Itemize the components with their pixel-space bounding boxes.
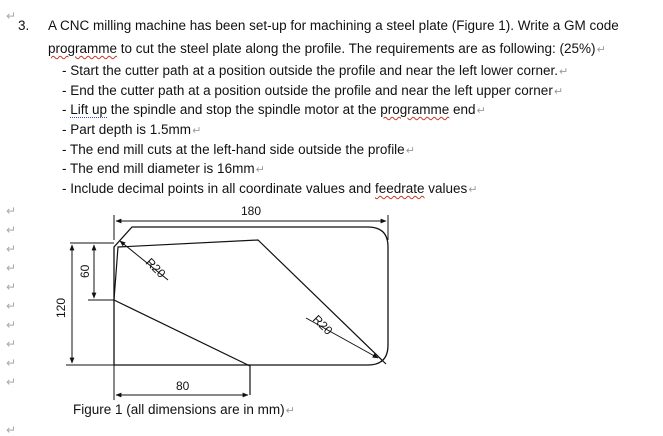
paragraph-mark-icon: ↵ bbox=[596, 44, 606, 56]
requirement-item: - Include decimal points in all coordinate values and feedrate values↵ bbox=[62, 181, 478, 196]
paragraph-mark-icon: ↵ bbox=[559, 66, 569, 78]
grammar-flag-word: Lift up bbox=[70, 102, 108, 117]
dimension-label-60: 60 bbox=[78, 264, 92, 278]
question-intro-line2: programme to cut the steel plate along the profile. The requirements are as following: (25%)↵ bbox=[48, 41, 606, 56]
return-mark-icon: ↵ bbox=[6, 356, 17, 370]
return-mark-icon: ↵ bbox=[6, 204, 17, 218]
return-mark-icon: ↵ bbox=[6, 423, 17, 436]
requirement-item: - The end mill cuts at the left-hand side outside the profile↵ bbox=[62, 142, 415, 157]
requirement-item: - Lift up the spindle and stop the spindle motor at the programme end↵ bbox=[62, 102, 486, 117]
paragraph-mark-icon: ↵ bbox=[192, 125, 202, 137]
paragraph-mark-icon: ↵ bbox=[476, 105, 486, 117]
paragraph-mark-icon: ↵ bbox=[553, 86, 564, 98]
radius-label-right: R20 bbox=[309, 312, 336, 338]
spellcheck-word: feedrate bbox=[374, 181, 425, 196]
return-mark-icon: ↵ bbox=[6, 318, 17, 332]
paragraph-mark-icon: ↵ bbox=[468, 184, 478, 196]
requirement-item: - Start the cutter path at a position outside the profile and near the left lower corner.↵ bbox=[62, 63, 569, 78]
question-number: 3. bbox=[18, 18, 30, 33]
spellcheck-word: programme bbox=[380, 102, 450, 117]
return-mark-icon: ↵ bbox=[6, 9, 17, 23]
requirement-item: - The end mill diameter is 16mm↵ bbox=[62, 161, 265, 176]
return-mark-icon: ↵ bbox=[6, 299, 17, 313]
return-mark-icon: ↵ bbox=[6, 375, 17, 389]
requirement-item: - End the cutter path at a position outside the profile and near the left upper corner↵ bbox=[62, 83, 564, 98]
dimension-label-120: 120 bbox=[54, 297, 68, 318]
return-mark-icon: ↵ bbox=[6, 261, 17, 275]
requirement-item: - Part depth is 1.5mm↵ bbox=[62, 122, 202, 137]
figure-caption: Figure 1 (all dimensions are in mm)↵ bbox=[73, 402, 295, 417]
return-mark-icon: ↵ bbox=[6, 337, 17, 351]
part-outline bbox=[114, 227, 388, 365]
spellcheck-word: programme bbox=[48, 41, 118, 56]
return-mark-icon: ↵ bbox=[6, 223, 17, 237]
paragraph-mark-icon: ↵ bbox=[255, 164, 265, 176]
dimension-label-180: 180 bbox=[241, 204, 262, 218]
return-mark-icon: ↵ bbox=[6, 280, 17, 294]
paragraph-mark-icon: ↵ bbox=[285, 405, 295, 417]
return-mark-icon: ↵ bbox=[6, 242, 17, 256]
paragraph-mark-icon: ↵ bbox=[405, 145, 415, 157]
radius-label-top: R20 bbox=[142, 255, 169, 281]
dimension-label-80: 80 bbox=[176, 379, 190, 393]
question-intro-line1: A CNC milling machine has been set-up for machining a steel plate (Figure 1). Write a GM code bbox=[48, 18, 619, 33]
